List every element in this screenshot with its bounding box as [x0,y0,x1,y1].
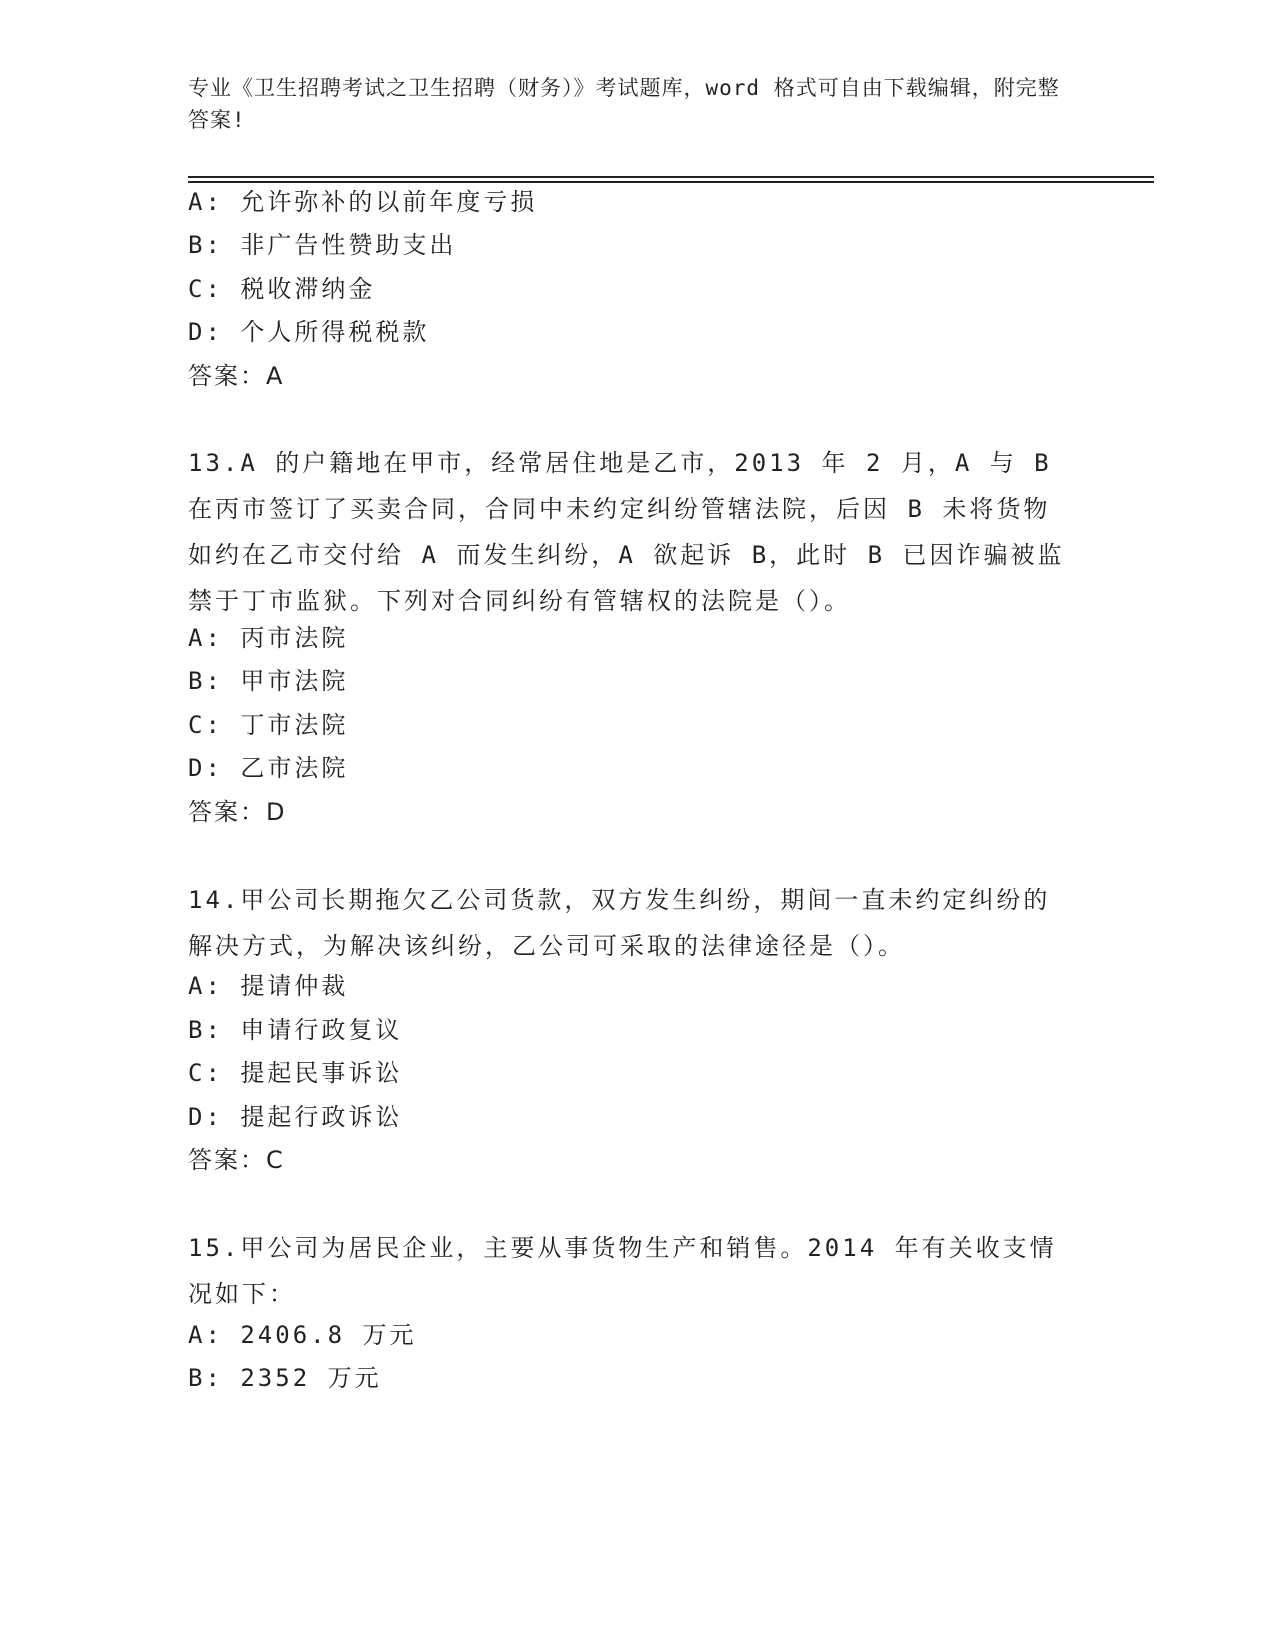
q13-option-b: B: 甲市法院 [188,667,349,695]
q14-option-a: A: 提请仲裁 [188,972,349,1000]
q12-option-a: A: 允许弥补的以前年度亏损 [188,188,538,216]
q14-stem: 14.甲公司长期拖欠乙公司货款，双方发生纠纷，期间一直未约定纠纷的解决方式，为解决该纠纷，乙公司可采取的法律途径是（）。 [188,886,1051,960]
q14-answer: 答案：C [188,1146,285,1174]
q12-answer: 答案：A [188,362,285,390]
q13-option-c: C: 丁市法院 [188,711,349,739]
q15-option-a: A: 2406.8 万元 [188,1321,417,1349]
q13-answer: 答案：D [188,798,287,826]
q14-option-d: D: 提起行政诉讼 [188,1103,403,1131]
q14-option-b: B: 申请行政复议 [188,1016,403,1044]
q12-option-b: B: 非广告性赞助支出 [188,231,457,259]
q14-option-c: C: 提起民事诉讼 [188,1059,403,1087]
q15-option-b: B: 2352 万元 [188,1364,382,1392]
q12-option-d: D: 个人所得税税款 [188,318,430,346]
q12-option-c: C: 税收滞纳金 [188,275,376,303]
document-header: 专业《卫生招聘考试之卫生招聘（财务）》考试题库，word 格式可自由下载编辑，附完整答案! [188,76,1060,132]
header-divider-top [188,176,1154,178]
q15-stem: 15.甲公司为居民企业，主要从事货物生产和销售。2014 年有关收支情况如下： [188,1234,1057,1308]
q13-option-a: A: 丙市法院 [188,624,349,652]
q13-option-d: D: 乙市法院 [188,754,349,782]
q13-stem: 13.A 的户籍地在甲市，经常居住地是乙市，2013 年 2 月，A 与 B 在丙市签订了买卖合同，合同中未约定纠纷管辖法院，后因 B 未将货物如约在乙市交付给 A 而发生纠纷，A 欲起诉 B，此时 B 已因诈骗被监禁于丁市监狱。下列对合同纠纷有管辖权的法院是（）。 [188,449,1065,615]
